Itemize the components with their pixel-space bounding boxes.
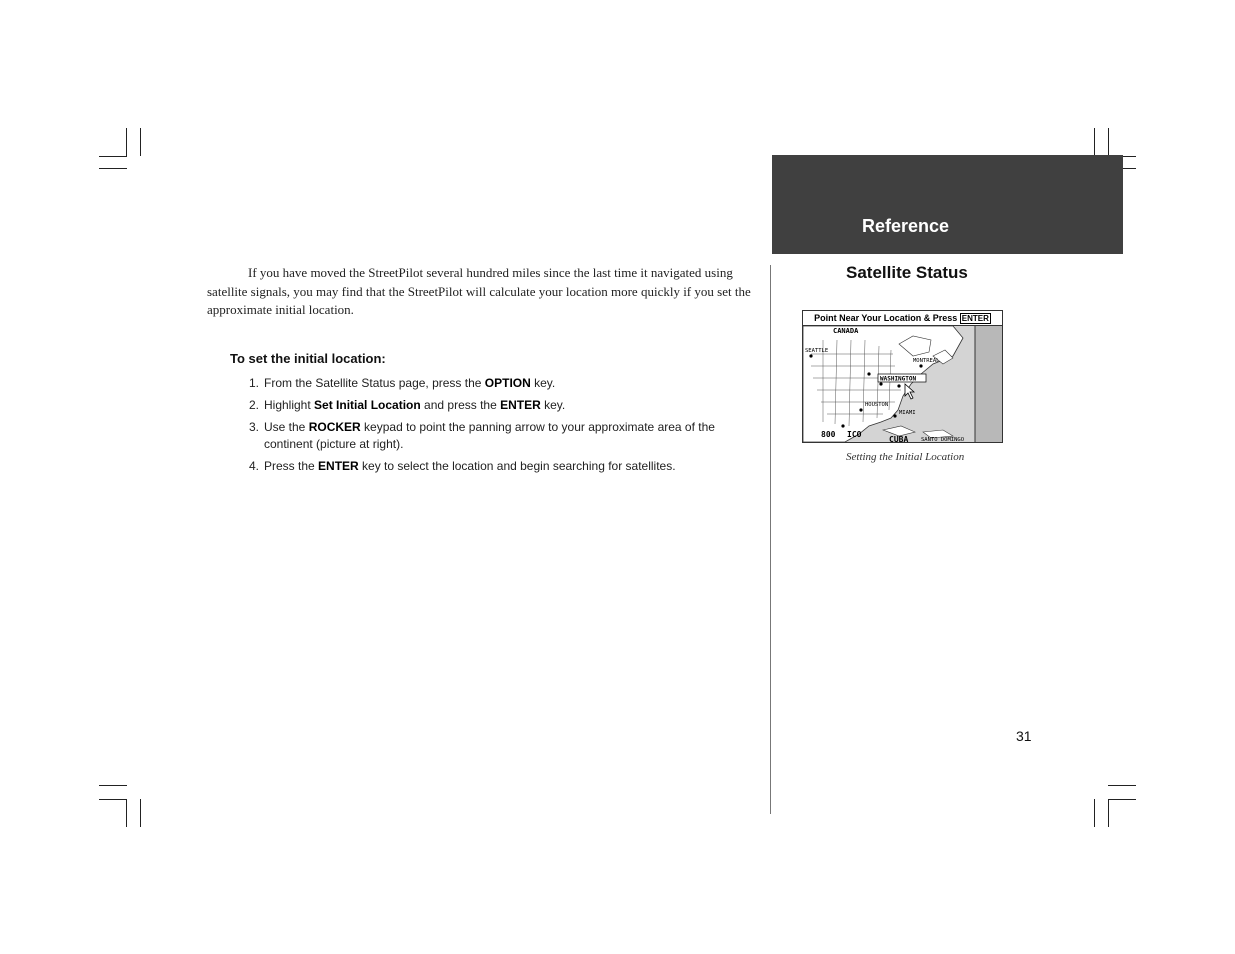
crop-mark bbox=[126, 799, 127, 827]
step-number: 1. bbox=[249, 376, 260, 390]
screen-title-text: Point Near Your Location & Press bbox=[814, 313, 958, 323]
crop-mark bbox=[140, 128, 141, 156]
screen-title-bar bbox=[803, 311, 1002, 326]
crop-mark bbox=[1108, 128, 1109, 156]
procedure-step bbox=[249, 458, 759, 475]
figure-caption: Setting the Initial Location bbox=[846, 451, 965, 463]
map-label-santo-domingo: SANTO DOMINGO bbox=[921, 437, 965, 442]
step-key: ENTER bbox=[318, 459, 359, 473]
step-key: ROCKER bbox=[308, 420, 361, 434]
page-number: 31 bbox=[1016, 728, 1032, 744]
section-header-title: Reference bbox=[862, 216, 950, 236]
map-label-miami: MIAMI bbox=[899, 410, 916, 416]
procedure-title: To set the initial location: bbox=[230, 351, 386, 366]
crop-mark bbox=[1094, 128, 1095, 156]
step-number: 4. bbox=[249, 459, 260, 473]
device-screenshot bbox=[802, 310, 1003, 443]
map-label-houston: HOUSTON bbox=[865, 402, 889, 408]
procedure-step bbox=[249, 397, 759, 414]
procedure-steps bbox=[249, 375, 759, 480]
crop-mark bbox=[1108, 799, 1109, 827]
section-title: Satellite Status bbox=[846, 263, 968, 282]
screen-enter-key: ENTER bbox=[961, 314, 989, 323]
crop-mark bbox=[99, 785, 127, 786]
step-text: Highlight bbox=[264, 398, 315, 412]
step-text: Use the bbox=[264, 420, 309, 434]
crop-mark bbox=[126, 128, 127, 156]
map-label-seattle: SEATTLE bbox=[805, 348, 829, 354]
crop-mark bbox=[1094, 799, 1095, 827]
step-number: 2. bbox=[249, 398, 260, 412]
step-text: key. bbox=[530, 376, 556, 390]
crop-mark bbox=[99, 799, 127, 800]
map-label-washington: WASHINGTON bbox=[880, 375, 917, 383]
map-label-mexico: ICO bbox=[847, 430, 862, 439]
step-text: and press the bbox=[420, 398, 501, 412]
step-text: keypad to point the panning arrow to your approximate area of the continent (picture at right). bbox=[264, 420, 715, 451]
step-text: key. bbox=[540, 398, 566, 412]
procedure-step bbox=[249, 419, 759, 453]
crop-mark bbox=[99, 156, 127, 157]
section-header-band bbox=[772, 155, 1123, 254]
crop-mark bbox=[1108, 799, 1136, 800]
column-divider bbox=[770, 265, 771, 814]
step-key: Set Initial Location bbox=[314, 398, 421, 412]
crop-mark bbox=[1108, 785, 1136, 786]
crop-mark bbox=[99, 168, 127, 169]
step-key: ENTER bbox=[500, 398, 541, 412]
intro-paragraph: If you have moved the StreetPilot several hundred miles since the last time it navigated using satellite signals, you may find that the StreetPilot will calculate your location more quickly if you set the approximate initial location. bbox=[207, 265, 751, 317]
map-scale-label: 800 bbox=[821, 430, 836, 439]
step-text: From the Satellite Status page, press the bbox=[264, 376, 485, 390]
map-label-canada: CANADA bbox=[833, 327, 859, 335]
map-image bbox=[803, 326, 1002, 442]
step-text: Press the bbox=[264, 459, 319, 473]
step-text: key to select the location and begin searching for satellites. bbox=[358, 459, 676, 473]
procedure-step bbox=[249, 375, 759, 392]
step-number: 3. bbox=[249, 420, 260, 434]
step-key: OPTION bbox=[484, 376, 531, 390]
map-label-montreal: MONTREAL bbox=[913, 358, 940, 364]
map-label-cuba: CUBA bbox=[889, 435, 909, 442]
crop-mark bbox=[140, 799, 141, 827]
